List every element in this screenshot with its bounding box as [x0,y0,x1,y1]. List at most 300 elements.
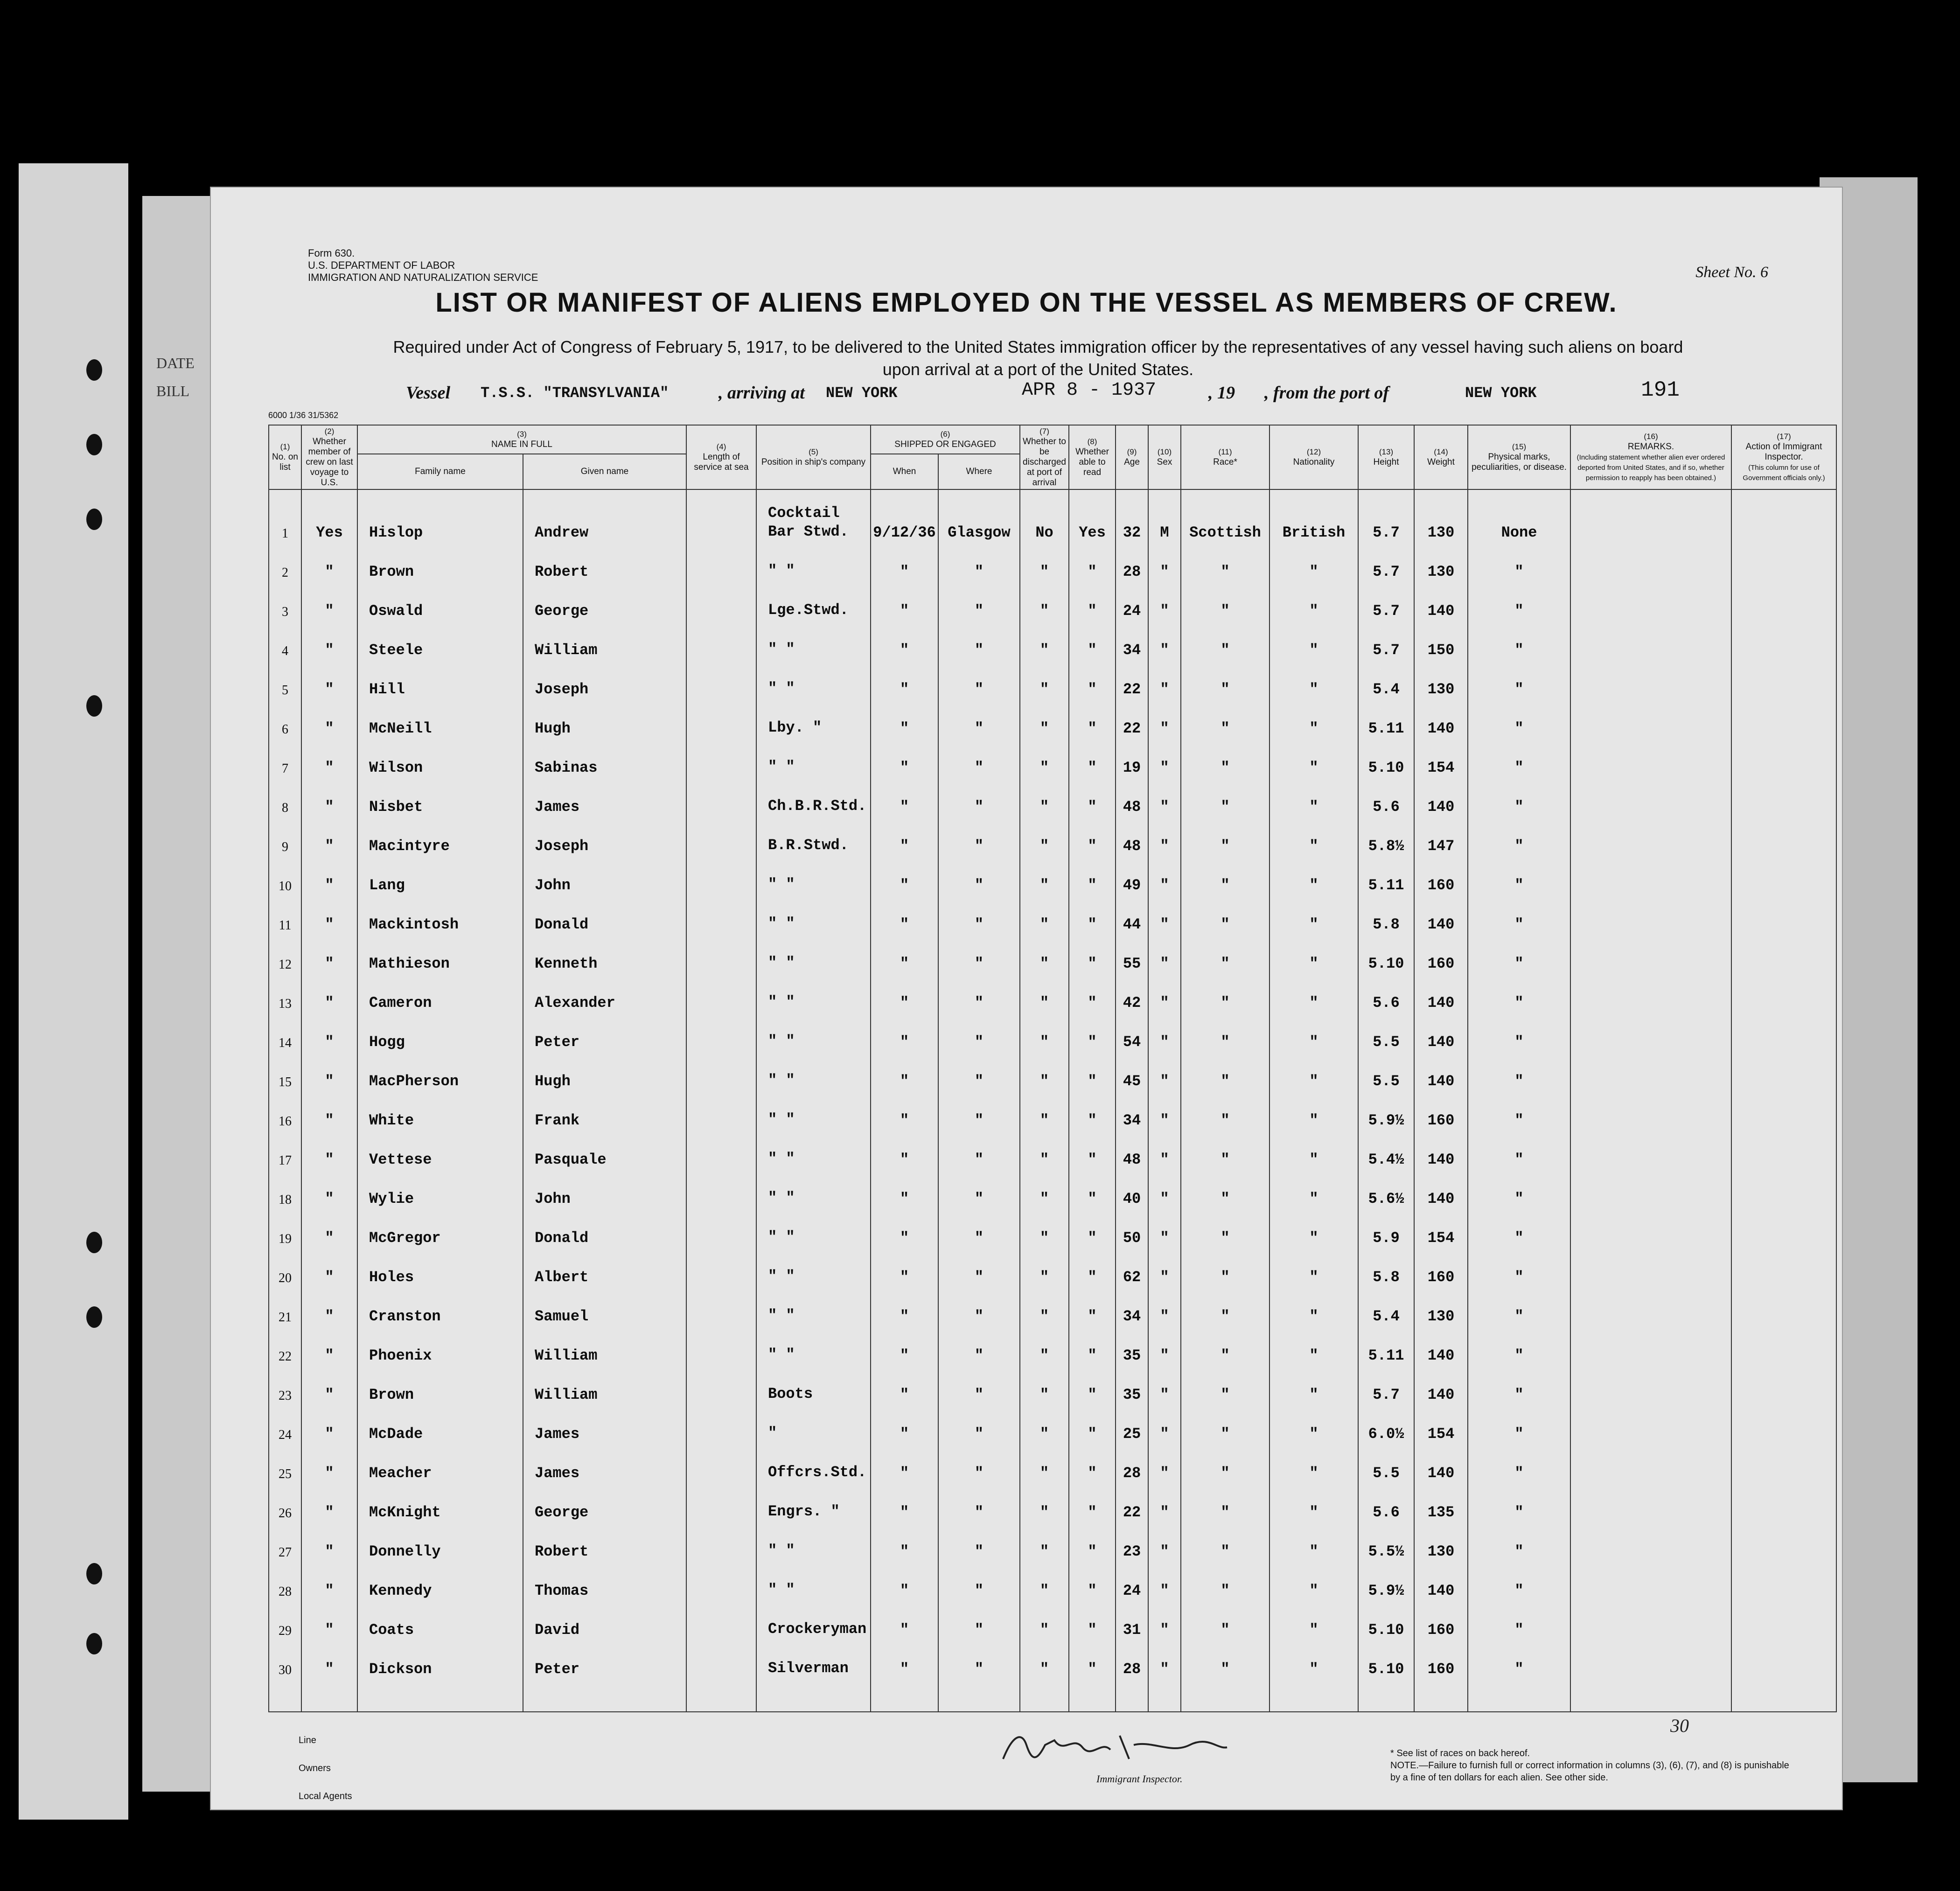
binder-hole [86,1633,102,1654]
shipped-where-cell: " [938,1602,1020,1641]
race-cell: " [1181,583,1269,622]
able-to-read-cell: " [1069,779,1116,818]
height-cell: 5.5 [1358,1014,1414,1054]
sex-cell: " [1148,1210,1181,1249]
table-row [269,1328,1836,1367]
row-number-cell: 15 [269,1054,301,1093]
able-to-read-cell: " [1069,1093,1116,1132]
age-cell: 19 [1116,740,1148,779]
shipped-where-cell: " [938,858,1020,897]
family-name-cell: Nisbet [357,779,523,818]
binder-hole [86,1563,102,1584]
physical-marks-cell: None [1468,489,1570,544]
shipped-when-cell: " [871,544,938,583]
remarks-cell [1570,544,1731,583]
able-to-read-cell: " [1069,583,1116,622]
age-cell: 22 [1116,701,1148,740]
age-cell: 28 [1116,1445,1148,1485]
discharged-cell: " [1020,1289,1069,1328]
given-name-cell: Samuel [523,1289,686,1328]
shipped-when-cell: " [871,1602,938,1641]
table-row [269,1641,1836,1681]
empty-cell [357,1681,523,1712]
height-cell: 5.9 [1358,1210,1414,1249]
given-name-cell: Sabinas [523,740,686,779]
weight-cell: 140 [1414,1054,1468,1093]
sex-cell: " [1148,1524,1181,1563]
year-label: , 19 [1208,383,1235,403]
sex-cell: " [1148,1563,1181,1602]
col-header-sex: (10) Sex [1148,425,1181,489]
able-to-read-cell: " [1069,1289,1116,1328]
able-to-read-cell: " [1069,1210,1116,1249]
inspector-action-cell [1731,897,1836,936]
remarks-cell [1570,818,1731,858]
shipped-where-cell: " [938,1485,1020,1524]
sex-cell: " [1148,858,1181,897]
arriving-port: NEW YORK [826,384,898,402]
race-cell: " [1181,975,1269,1014]
service-length-cell [686,858,756,897]
shipped-where-cell: " [938,1289,1020,1328]
service-length-cell [686,740,756,779]
service-length-cell [686,975,756,1014]
physical-marks-cell: " [1468,583,1570,622]
previous-voyage-cell: " [301,936,357,975]
discharged-cell: " [1020,1210,1069,1249]
remarks-cell [1570,1406,1731,1445]
remarks-cell [1570,622,1731,662]
weight-cell: 140 [1414,779,1468,818]
given-name-cell: Kenneth [523,936,686,975]
height-cell: 5.11 [1358,858,1414,897]
race-cell: " [1181,1289,1269,1328]
form-header [308,247,538,284]
given-name-cell: Donald [523,1210,686,1249]
age-cell: 23 [1116,1524,1148,1563]
family-name-cell: Hogg [357,1014,523,1054]
weight-cell: 140 [1414,897,1468,936]
age-cell: 35 [1116,1367,1148,1406]
position-cell: " " [756,1328,871,1367]
shipped-where-cell: " [938,975,1020,1014]
remarks-cell [1570,1054,1731,1093]
discharged-cell: " [1020,1445,1069,1485]
table-row [269,818,1836,858]
empty-cell [1116,1681,1148,1712]
age-cell: 28 [1116,1641,1148,1681]
given-name-cell: Alexander [523,975,686,1014]
remarks-cell [1570,1524,1731,1563]
sex-cell: " [1148,1641,1181,1681]
shipped-when-cell: " [871,1563,938,1602]
empty-cell [1020,1681,1069,1712]
discharged-cell: " [1020,1014,1069,1054]
given-name-cell: James [523,1445,686,1485]
race-cell: " [1181,1132,1269,1171]
able-to-read-cell: " [1069,1563,1116,1602]
nationality-cell: " [1269,1485,1358,1524]
row-number-cell: 29 [269,1602,301,1641]
service-length-cell [686,1014,756,1054]
previous-voyage-cell: " [301,975,357,1014]
weight-cell: 140 [1414,1132,1468,1171]
weight-cell: 150 [1414,622,1468,662]
inspector-action-cell [1731,1406,1836,1445]
position-cell: " " [756,1249,871,1289]
discharged-cell: " [1020,858,1069,897]
nationality-cell: " [1269,1602,1358,1641]
sex-cell: " [1148,975,1181,1014]
row-number-cell: 17 [269,1132,301,1171]
previous-voyage-cell: " [301,662,357,701]
from-port-label: , from the port of [1264,383,1389,403]
remarks-cell [1570,1485,1731,1524]
inspector-action-cell [1731,489,1836,544]
table-row [269,1445,1836,1485]
vessel-line [406,380,1726,411]
previous-voyage-cell: " [301,1093,357,1132]
nationality-cell: " [1269,1171,1358,1210]
inspector-action-cell [1731,1602,1836,1641]
previous-voyage-cell: " [301,622,357,662]
previous-voyage-cell: " [301,701,357,740]
weight-cell: 130 [1414,1289,1468,1328]
table-end-row [269,1681,1836,1712]
family-name-cell: Mackintosh [357,897,523,936]
nationality-cell: " [1269,701,1358,740]
given-name-cell: James [523,779,686,818]
remarks-cell [1570,975,1731,1014]
nationality-cell: " [1269,1406,1358,1445]
shipped-when-cell: " [871,622,938,662]
footer-fields [299,1726,352,1810]
table-row [269,544,1836,583]
given-name-cell: Albert [523,1249,686,1289]
service-length-cell [686,662,756,701]
empty-cell [1069,1681,1116,1712]
service-length-cell [686,897,756,936]
row-number-cell: 10 [269,858,301,897]
page-number: 191 [1641,378,1680,402]
able-to-read-cell: " [1069,897,1116,936]
shipped-when-cell: " [871,1524,938,1563]
given-name-cell: Thomas [523,1563,686,1602]
shipped-when-cell: " [871,1328,938,1367]
physical-marks-cell: " [1468,1367,1570,1406]
given-name-cell: John [523,1171,686,1210]
given-name-cell: Joseph [523,818,686,858]
shipped-where-cell: " [938,622,1020,662]
inspector-action-cell [1731,1249,1836,1289]
position-cell: Cocktail Bar Stwd. [756,489,871,544]
given-name-cell: Donald [523,897,686,936]
age-cell: 28 [1116,544,1148,583]
height-cell: 5.4½ [1358,1132,1414,1171]
position-cell: " " [756,858,871,897]
table-row [269,1014,1836,1054]
sex-cell: " [1148,1014,1181,1054]
given-name-cell: William [523,1328,686,1367]
family-name-cell: Dickson [357,1641,523,1681]
position-cell: Offcrs.Std. [756,1445,871,1485]
position-cell: " " [756,1171,871,1210]
empty-cell [1731,1681,1836,1712]
weight-cell: 160 [1414,1249,1468,1289]
remarks-cell [1570,936,1731,975]
nationality-cell: " [1269,936,1358,975]
binder-hole [86,359,102,381]
shipped-where-cell: " [938,544,1020,583]
physical-marks-cell: " [1468,936,1570,975]
family-name-cell: Brown [357,544,523,583]
nationality-cell: " [1269,544,1358,583]
previous-voyage-cell: " [301,1171,357,1210]
position-cell: " " [756,622,871,662]
able-to-read-cell: " [1069,1367,1116,1406]
physical-marks-cell: " [1468,1054,1570,1093]
shipped-where-cell: " [938,1406,1020,1445]
side-card-bill-label: BILL [156,383,190,399]
age-cell: 42 [1116,975,1148,1014]
inspector-action-cell [1731,1171,1836,1210]
weight-cell: 140 [1414,1445,1468,1485]
inspector-action-cell [1731,740,1836,779]
shipped-when-cell: " [871,1485,938,1524]
discharged-cell: " [1020,1641,1069,1681]
inspector-action-cell [1731,622,1836,662]
row-number-cell: 25 [269,1445,301,1485]
nationality-cell: " [1269,1289,1358,1328]
race-cell: " [1181,1406,1269,1445]
remarks-cell [1570,701,1731,740]
inspector-action-cell [1731,1563,1836,1602]
shipped-where-cell: " [938,1524,1020,1563]
service-name: IMMIGRATION AND NATURALIZATION SERVICE [308,272,538,283]
able-to-read-cell: " [1069,1602,1116,1641]
service-length-cell [686,1367,756,1406]
family-name-cell: McGregor [357,1210,523,1249]
race-cell: " [1181,818,1269,858]
previous-voyage-cell: " [301,1249,357,1289]
row-number-cell: 1 [269,489,301,544]
position-cell: Ch.B.R.Std. [756,779,871,818]
sheet-number-label: Sheet No. [1695,264,1757,281]
race-cell: " [1181,1602,1269,1641]
service-length-cell [686,936,756,975]
sex-cell: " [1148,1171,1181,1210]
shipped-where-cell: " [938,1210,1020,1249]
family-name-cell: Cameron [357,975,523,1014]
weight-cell: 140 [1414,1563,1468,1602]
remarks-cell [1570,1445,1731,1485]
height-cell: 5.6½ [1358,1171,1414,1210]
position-cell: Crockeryman [756,1602,871,1641]
able-to-read-cell: " [1069,1445,1116,1485]
family-name-cell: Meacher [357,1445,523,1485]
position-cell: " " [756,975,871,1014]
height-cell: 5.10 [1358,1602,1414,1641]
table-row [269,662,1836,701]
sheet-count-note: 30 [1670,1715,1689,1736]
nationality-cell: " [1269,1641,1358,1681]
inspector-action-cell [1731,1210,1836,1249]
able-to-read-cell: " [1069,1524,1116,1563]
col-header-weight: (14) Weight [1414,425,1468,489]
height-cell: 5.11 [1358,1328,1414,1367]
table-row [269,701,1836,740]
family-name-cell: Hill [357,662,523,701]
shipped-when-cell: " [871,818,938,858]
family-name-cell: Macintyre [357,818,523,858]
sex-cell: " [1148,544,1181,583]
nationality-cell: " [1269,1445,1358,1485]
inspector-action-cell [1731,1289,1836,1328]
service-length-cell [686,489,756,544]
age-cell: 22 [1116,662,1148,701]
discharged-cell: " [1020,1132,1069,1171]
department-name: U.S. DEPARTMENT OF LABOR [308,259,455,271]
from-port: NEW YORK [1465,384,1537,402]
age-cell: 50 [1116,1210,1148,1249]
height-cell: 5.10 [1358,936,1414,975]
col-header-no: (1) No. on list [269,425,301,489]
physical-marks-cell: " [1468,1485,1570,1524]
weight-cell: 160 [1414,1641,1468,1681]
position-cell: " " [756,662,871,701]
service-length-cell [686,1406,756,1445]
side-card-date-label: DATE [156,355,195,371]
discharged-cell: " [1020,897,1069,936]
discharged-cell: " [1020,583,1069,622]
inspector-action-cell [1731,1132,1836,1171]
weight-cell: 130 [1414,1524,1468,1563]
position-cell: " " [756,1132,871,1171]
binder-hole [86,695,102,717]
weight-cell: 154 [1414,1210,1468,1249]
table-row [269,1249,1836,1289]
shipped-when-cell: " [871,779,938,818]
age-cell: 34 [1116,1289,1148,1328]
age-cell: 25 [1116,1406,1148,1445]
previous-voyage-cell: " [301,1445,357,1485]
shipped-when-cell: " [871,1014,938,1054]
remarks-cell [1570,1328,1731,1367]
table-row [269,779,1836,818]
previous-voyage-cell: " [301,897,357,936]
previous-voyage-cell: " [301,1406,357,1445]
row-number-cell: 23 [269,1367,301,1406]
vessel-label: Vessel [406,383,450,403]
sex-cell: " [1148,622,1181,662]
manifest-sheet [210,187,1843,1810]
able-to-read-cell: " [1069,662,1116,701]
race-cell: " [1181,1641,1269,1681]
nationality-cell: " [1269,740,1358,779]
able-to-read-cell: " [1069,1485,1116,1524]
discharged-cell: " [1020,975,1069,1014]
col-header-service: (4) Length of service at sea [686,425,756,489]
physical-marks-cell: " [1468,897,1570,936]
form-code: 6000 1/36 31/5362 [268,411,339,420]
inspector-action-cell [1731,936,1836,975]
sheet-number-value: 6 [1760,264,1768,281]
shipped-where-cell: Glasgow [938,489,1020,544]
shipped-where-cell: " [938,897,1020,936]
empty-cell [1358,1681,1414,1712]
given-name-cell: William [523,1367,686,1406]
remarks-cell [1570,1132,1731,1171]
inspector-action-cell [1731,1093,1836,1132]
given-name-cell: Peter [523,1641,686,1681]
nationality-cell: " [1269,1563,1358,1602]
family-name-cell: Brown [357,1367,523,1406]
height-cell: 5.10 [1358,740,1414,779]
sex-cell: " [1148,1445,1181,1485]
discharged-cell: " [1020,1524,1069,1563]
table-row [269,1602,1836,1641]
previous-voyage-cell: Yes [301,489,357,544]
col-header-action: (17) Action of Immigrant Inspector. (This column for use of Government officials only.) [1731,425,1836,489]
race-cell: " [1181,1014,1269,1054]
position-cell: " " [756,897,871,936]
row-number-cell: 3 [269,583,301,622]
row-number-cell: 26 [269,1485,301,1524]
family-name-cell: MacPherson [357,1054,523,1093]
able-to-read-cell: " [1069,622,1116,662]
sheet-number [1695,264,1768,281]
shipped-when-cell: " [871,1641,938,1681]
physical-marks-cell: " [1468,1328,1570,1367]
height-cell: 5.7 [1358,489,1414,544]
family-name-cell: Holes [357,1249,523,1289]
col-header-nationality: (12) Nationality [1269,425,1358,489]
able-to-read-cell: Yes [1069,489,1116,544]
empty-cell [1148,1681,1181,1712]
race-cell: " [1181,1563,1269,1602]
col-header-height: (13) Height [1358,425,1414,489]
service-length-cell [686,1289,756,1328]
position-cell: " " [756,1054,871,1093]
discharged-cell: " [1020,1406,1069,1445]
nationality-cell: " [1269,1210,1358,1249]
race-cell: " [1181,858,1269,897]
shipped-where-cell: " [938,583,1020,622]
able-to-read-cell: " [1069,1054,1116,1093]
age-cell: 45 [1116,1054,1148,1093]
given-name-cell: Joseph [523,662,686,701]
position-cell: " " [756,740,871,779]
shipped-when-cell: " [871,1210,938,1249]
page-subtitle: Required under Act of Congress of February 5, 1917, to be delivered to the United States immigration officer by the representatives of any vessel having such aliens on board upon arrival at a port of the United States. [393,337,1683,379]
weight-cell: 130 [1414,489,1468,544]
able-to-read-cell: " [1069,936,1116,975]
empty-cell [1181,1681,1269,1712]
family-name-cell: Oswald [357,583,523,622]
service-length-cell [686,1445,756,1485]
sex-cell: " [1148,1054,1181,1093]
empty-cell [686,1681,756,1712]
previous-voyage-cell: " [301,740,357,779]
nationality-cell: " [1269,1132,1358,1171]
row-number-cell: 14 [269,1014,301,1054]
given-name-cell: George [523,583,686,622]
weight-cell: 140 [1414,1367,1468,1406]
sex-cell: " [1148,740,1181,779]
given-name-cell: George [523,1485,686,1524]
physical-marks-cell: " [1468,1249,1570,1289]
remarks-cell [1570,740,1731,779]
